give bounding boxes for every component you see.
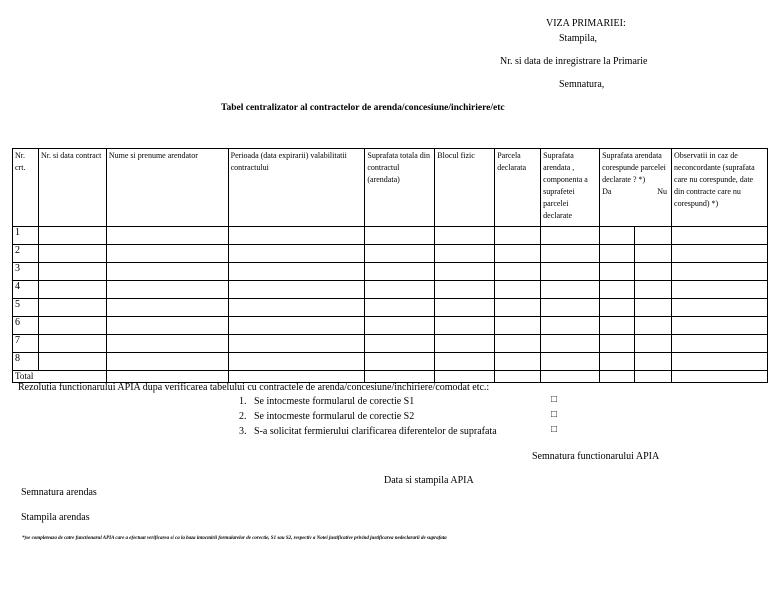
table-row [13,335,768,353]
option-number: 3. [239,426,247,437]
option-label: Se intocmeste formularul de corectie S1 [254,396,415,407]
row-number: 8 [13,353,39,371]
column-header: Perioada (data expirarii) valabilitatii contractului [228,149,365,227]
option-number: 1. [239,396,247,407]
table-total-row [13,371,768,383]
column-header: Suprafata arendata , componenta a suprafetei parcelei declarate [541,149,600,227]
option-label: S-a solicitat fermierului clarificarea diferentelor de suprafata [254,426,497,437]
column-header: Nume si prenume arendator [106,149,228,227]
table-row [13,281,768,299]
da-nu-labels [602,186,669,198]
table-row [13,245,768,263]
column-header-corespunde [600,149,672,227]
checkbox-s2[interactable]: □ [551,409,558,420]
da-label: Da [602,187,612,196]
column-header: Nr. si data contract [38,149,106,227]
table-row [13,317,768,335]
footnote: *)se completeaza de catre functionarul APIA care a efectuat verificarea si ca la baza intocmirii formularelor de corectie, S1 sau S2, respectiv a Notei justificative privind justificarea nedeclararii de suprafata [22,536,447,541]
table-row [13,299,768,317]
page-title: Tabel centralizator al contractelor de arenda/concesiune/inchiriere/etc [221,103,505,113]
row-number: 6 [13,317,39,335]
column-header: Suprafata arendata corespunde parcelei declarate ? *) [602,151,666,184]
option-1 [239,396,414,407]
row-number: 1 [13,227,39,245]
stampila-arendas: Stampila arendas [21,512,90,523]
semnatura-functionar: Semnatura functionarului APIA [532,451,660,462]
checkbox-s1[interactable]: □ [551,394,558,405]
row-number: 5 [13,299,39,317]
nr-data-inregistrare: Nr. si data de inregistrare la Primarie [500,56,648,67]
option-label: Se intocmeste formularul de corectie S2 [254,411,415,422]
column-header: Suprafata totala din contractul (arendata) [365,149,435,227]
total-label: Total [13,371,107,383]
column-header: Observatii in caz de neconcordante (suprafata care nu corespunde, date din contracte care nu corespund) *) [672,149,768,227]
option-number: 2. [239,411,247,422]
semnatura-arendas: Semnatura arendas [21,487,97,498]
option-3 [239,426,497,437]
column-header: Blocul fizic [435,149,495,227]
nu-label: Nu [657,187,668,196]
row-number: 4 [13,281,39,299]
table-row [13,227,768,245]
data-stampila-apia: Data si stampila APIA [384,475,474,486]
column-header: Parcela declarata [495,149,541,227]
row-number: 2 [13,245,39,263]
rezolutie-text: Rezolutia functionarului APIA dupa verificarea tabelului cu contractele de arenda/concesiune/inchiriere/comodat etc.: [18,382,490,393]
column-header: Nr. crt. [13,149,39,227]
row-number: 7 [13,335,39,353]
contracts-table [12,148,768,383]
option-2 [239,411,414,422]
semnatura-label: Semnatura, [559,79,605,90]
table-row [13,353,768,371]
viza-primariei: VIZA PRIMARIEI: [546,18,626,29]
table-row [13,263,768,281]
table-header-row [13,149,768,227]
row-number: 3 [13,263,39,281]
stampila-label: Stampila, [559,33,598,44]
checkbox-clarificare[interactable]: □ [551,424,558,435]
